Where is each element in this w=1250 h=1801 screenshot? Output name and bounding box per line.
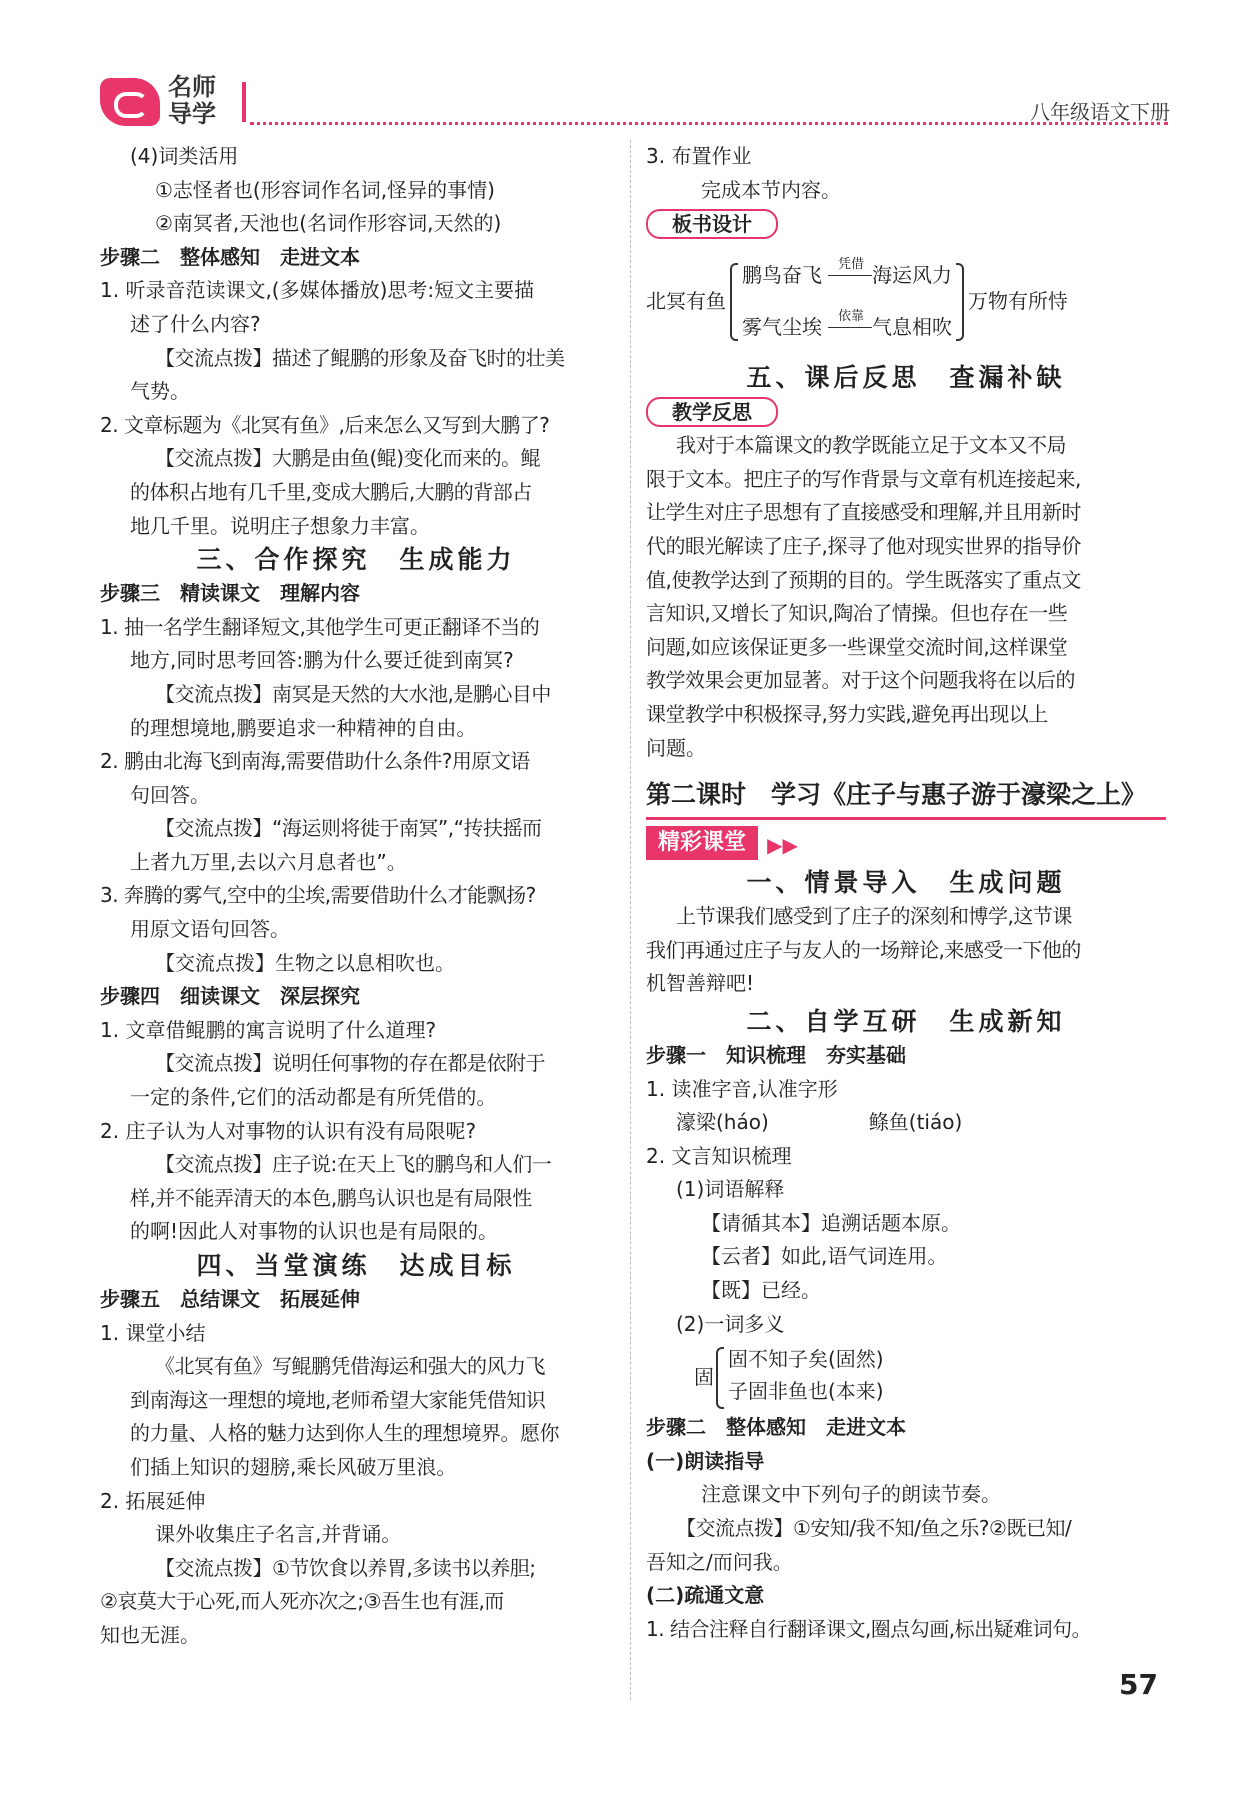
- self2-line: 注意课文中下列句子的朗读节奏。: [701, 1482, 1001, 1507]
- class-label-row: [646, 826, 1166, 860]
- left-line: 课外收集庄子名言,并背诵。: [155, 1522, 402, 1547]
- reflect-line: 代的眼光解读了庄子,探寻了他对现实世界的指导价: [646, 533, 1081, 558]
- left-line: 步骤二 整体感知 走进文本: [100, 244, 360, 269]
- brand-logo-icon: [100, 78, 160, 126]
- board-line1-object: 海运风力: [872, 263, 952, 288]
- left-line: 【交流点拨】大鹏是由鱼(鲲)变化而来的。鲲: [155, 446, 541, 471]
- self-line: 【既】已经。: [701, 1278, 821, 1303]
- polysemy-word: 固: [694, 1365, 714, 1390]
- brand-bar: [242, 82, 246, 122]
- page-number: 57: [1119, 1668, 1158, 1701]
- self2-line: 步骤二 整体感知 走进文本: [646, 1415, 906, 1440]
- intro-line: 我们再通过庄子与友人的一场辩论,来感受一下他的: [646, 937, 1081, 962]
- left-line: 样,并不能弄清天的本色,鹏鸟认识也是有局限性: [130, 1185, 532, 1210]
- lesson-title: 第二课时 学习《庄子与惠子游于濠梁之上》: [646, 775, 1166, 820]
- reflection-tag: 教学反思: [646, 397, 778, 427]
- book-title: 八年级语文下册: [1030, 100, 1170, 124]
- left-line: 一定的条件,它们的活动都是有所凭借的。: [130, 1085, 497, 1110]
- self2-line: (二)疏通文意: [646, 1583, 765, 1608]
- polysemy-item-2: 子固非鱼也(本来): [728, 1379, 884, 1404]
- brand-name-line1: 名师: [168, 73, 216, 101]
- left-line: (4)词类活用: [130, 144, 239, 168]
- board-result: 万物有所恃: [968, 289, 1068, 314]
- right_top-line: 完成本节内容。: [701, 177, 841, 202]
- board-line2-object: 气息相吹: [872, 315, 952, 340]
- reflect-line: 课堂教学中积极探寻,努力实践,避免再出现以上: [646, 701, 1048, 726]
- intro-line: 机智善辩吧!: [646, 971, 755, 996]
- left-line: 【交流点拨】说明任何事物的存在都是依附于: [155, 1051, 545, 1076]
- left-line: 1. 文章借鲲鹏的寓言说明了什么道理?: [100, 1017, 437, 1042]
- intro-heading: 一、情景导入 生成问题: [746, 868, 1066, 898]
- left-line: 的力量、人格的魅力达到你人生的理想境界。愿你: [130, 1421, 559, 1446]
- left-line: 的理想境地,鹏要追求一种精神的自由。: [130, 715, 477, 740]
- self-line: 【请循其本】追溯话题本原。: [701, 1210, 961, 1235]
- left-line: 上者九万里,去以六月息者也”。: [130, 849, 407, 874]
- self-line: 濠梁(háo) 鲦鱼(tiáo): [676, 1110, 963, 1135]
- reflect-line: 让学生对庄子思想有了直接感受和理解,并且用新时: [646, 500, 1081, 525]
- self-line: (1)词语解释: [676, 1177, 785, 1202]
- board-line1-label: 凭借: [838, 257, 865, 273]
- left-line: 2. 庄子认为人对事物的认识有没有局限呢?: [100, 1118, 477, 1143]
- left-line: 1. 听录音范读课文,(多媒体播放)思考:短文主要描: [100, 278, 535, 303]
- self-line: (2)一词多义: [676, 1311, 785, 1336]
- brand-name: [168, 74, 216, 128]
- page-header: [100, 72, 1170, 132]
- left-line: ②南冥者,天池也(名词作形容词,天然的): [155, 211, 502, 236]
- left-line: 气势。: [130, 379, 190, 404]
- board-line2-arrow: [828, 327, 872, 328]
- left-line: ②哀莫大于心死,而人死亦次之;③吾生也有涯,而: [100, 1589, 504, 1614]
- reflect-line: 教学效果会更加显著。对于这个问题我将在以后的: [646, 668, 1075, 693]
- left-line: 【交流点拨】庄子说:在天上飞的鹏鸟和人们一: [155, 1152, 552, 1177]
- left-line: ①志怪者也(形容词作名词,怪异的事情): [155, 177, 495, 202]
- class-label: 精彩课堂: [646, 826, 758, 860]
- self-study-heading: 二、自学互研 生成新知: [746, 1006, 1066, 1036]
- self-study-body: [646, 1039, 1166, 1341]
- self-line: 步骤一 知识梳理 夯实基础: [646, 1042, 906, 1067]
- reflect-line: 问题。: [646, 735, 706, 760]
- left-line: 四、当堂演练 达成目标: [196, 1251, 516, 1280]
- board-root: 北冥有鱼: [646, 289, 726, 314]
- right_top-line: 3. 布置作业: [646, 144, 752, 168]
- board-design-tag-row: [646, 207, 1166, 241]
- intro-line: 上节课我们感受到了庄子的深刻和博学,这节课: [676, 904, 1072, 929]
- left-line: 1. 课堂小结: [100, 1320, 206, 1345]
- left-line: 地方,同时思考回答:鹏为什么要迁徙到南冥?: [130, 648, 514, 673]
- left-line: 【交流点拨】①节饮食以养胃,多读书以养胆;: [155, 1555, 536, 1580]
- left-line: 【交流点拨】“海运则将徙于南冥”,“抟扶摇而: [155, 816, 542, 841]
- left-line: 述了什么内容?: [130, 311, 261, 336]
- left-line: 步骤五 总结课文 拓展延伸: [100, 1287, 360, 1311]
- left-line: 【交流点拨】生物之以息相吹也。: [155, 950, 455, 975]
- reflect-line: 问题,如应该保证更多一些课堂交流时间,这样课堂: [646, 634, 1068, 659]
- self-line: 1. 读准字音,认准字形: [646, 1076, 838, 1101]
- left-line: 三、合作探究 生成能力: [196, 545, 516, 575]
- column-divider: [630, 140, 631, 1700]
- board-line2-label: 依靠: [838, 309, 865, 325]
- reflection-body: [646, 429, 1166, 765]
- self-study-body-2: [646, 1411, 1166, 1646]
- self2-line: 吾知之/而问我。: [646, 1549, 793, 1574]
- reflect-line: 言知识,又增长了知识,陶冶了情操。但也存在一些: [646, 601, 1068, 626]
- board-line2-subject: 雾气尘埃: [742, 315, 822, 340]
- reflection-tag-row: [646, 395, 1166, 429]
- brand-name-line2: 导学: [168, 100, 216, 128]
- left-line: 步骤四 细读课文 深层探究: [100, 984, 360, 1009]
- self-line: 2. 文言知识梳理: [646, 1143, 792, 1168]
- homework-section: [646, 140, 1166, 207]
- left-line: 句回答。: [130, 782, 210, 807]
- board-design-tag: 板书设计: [646, 209, 778, 239]
- left-line: 步骤三 精读课文 理解内容: [100, 581, 360, 606]
- reflect-line: 我对于本篇课文的教学既能立足于文本又不局: [676, 433, 1066, 458]
- polysemy-item-1: 固不知子矣(固然): [728, 1347, 884, 1372]
- self2-line: (一)朗读指导: [646, 1448, 765, 1473]
- left-line: 2. 文章标题为《北冥有鱼》,后来怎么又写到大鹏了?: [100, 412, 550, 437]
- left-line: 的啊!因此人对事物的认识也是有局限的。: [130, 1219, 499, 1244]
- left-line: 地几千里。说明庄子想象力丰富。: [130, 513, 430, 538]
- left-line: 《北冥有鱼》写鲲鹏凭借海运和强大的风力飞: [155, 1354, 545, 1379]
- board-line1-arrow: [828, 275, 872, 276]
- left-line: 知也无涯。: [100, 1622, 200, 1647]
- left-line: 用原文语句回答。: [130, 917, 290, 942]
- left-line: 2. 鹏由北海飞到南海,需要借助什么条件?用原文语: [100, 749, 530, 774]
- self2-line: 【交流点拨】①安知/我不知/鱼之乐?②既已知/: [676, 1516, 1072, 1541]
- left-column: [100, 140, 612, 1653]
- self-line: 【云者】如此,语气词连用。: [701, 1244, 948, 1269]
- reflect-line: 值,使教学达到了预期的目的。学生既落实了重点文: [646, 567, 1081, 592]
- left-line: 【交流点拨】南冥是天然的大水池,是鹏心目中: [155, 681, 551, 706]
- left-line: 2. 拓展延伸: [100, 1488, 206, 1513]
- board-brace-right: [956, 263, 964, 341]
- board-diagram: [646, 241, 1166, 361]
- left-line: 们插上知识的翅膀,乘长风破万里浪。: [130, 1454, 457, 1479]
- reflect-line: 限于文本。把庄子的写作背景与文章有机连接起来,: [646, 466, 1081, 491]
- board-line1-subject: 鹏鸟奋飞: [742, 263, 822, 288]
- left-line: 的体积占地有几千里,变成大鹏后,大鹏的背部占: [130, 479, 532, 504]
- self2-line: 1. 结合注释自行翻译课文,圈点勾画,标出疑难词句。: [646, 1616, 1092, 1641]
- polysemy-brace: [716, 1347, 724, 1409]
- right-column: [646, 140, 1166, 1646]
- board-brace-left: [730, 263, 738, 341]
- double-chevron-icon: ▶▶: [767, 832, 798, 857]
- intro-body: [646, 900, 1166, 1001]
- left-line: 到南海这一理想的境地,老师希望大家能凭借知识: [130, 1387, 546, 1412]
- left-line: 【交流点拨】描述了鲲鹏的形象及奋飞时的壮美: [155, 345, 565, 370]
- reflection-heading: 五、课后反思 查漏补缺: [746, 363, 1066, 393]
- left-line: 1. 抽一名学生翻译短文,其他学生可更正翻译不当的: [100, 614, 540, 639]
- left-line: 3. 奔腾的雾气,空中的尘埃,需要借助什么才能飘扬?: [100, 883, 536, 908]
- polysemy-group: [646, 1341, 1166, 1411]
